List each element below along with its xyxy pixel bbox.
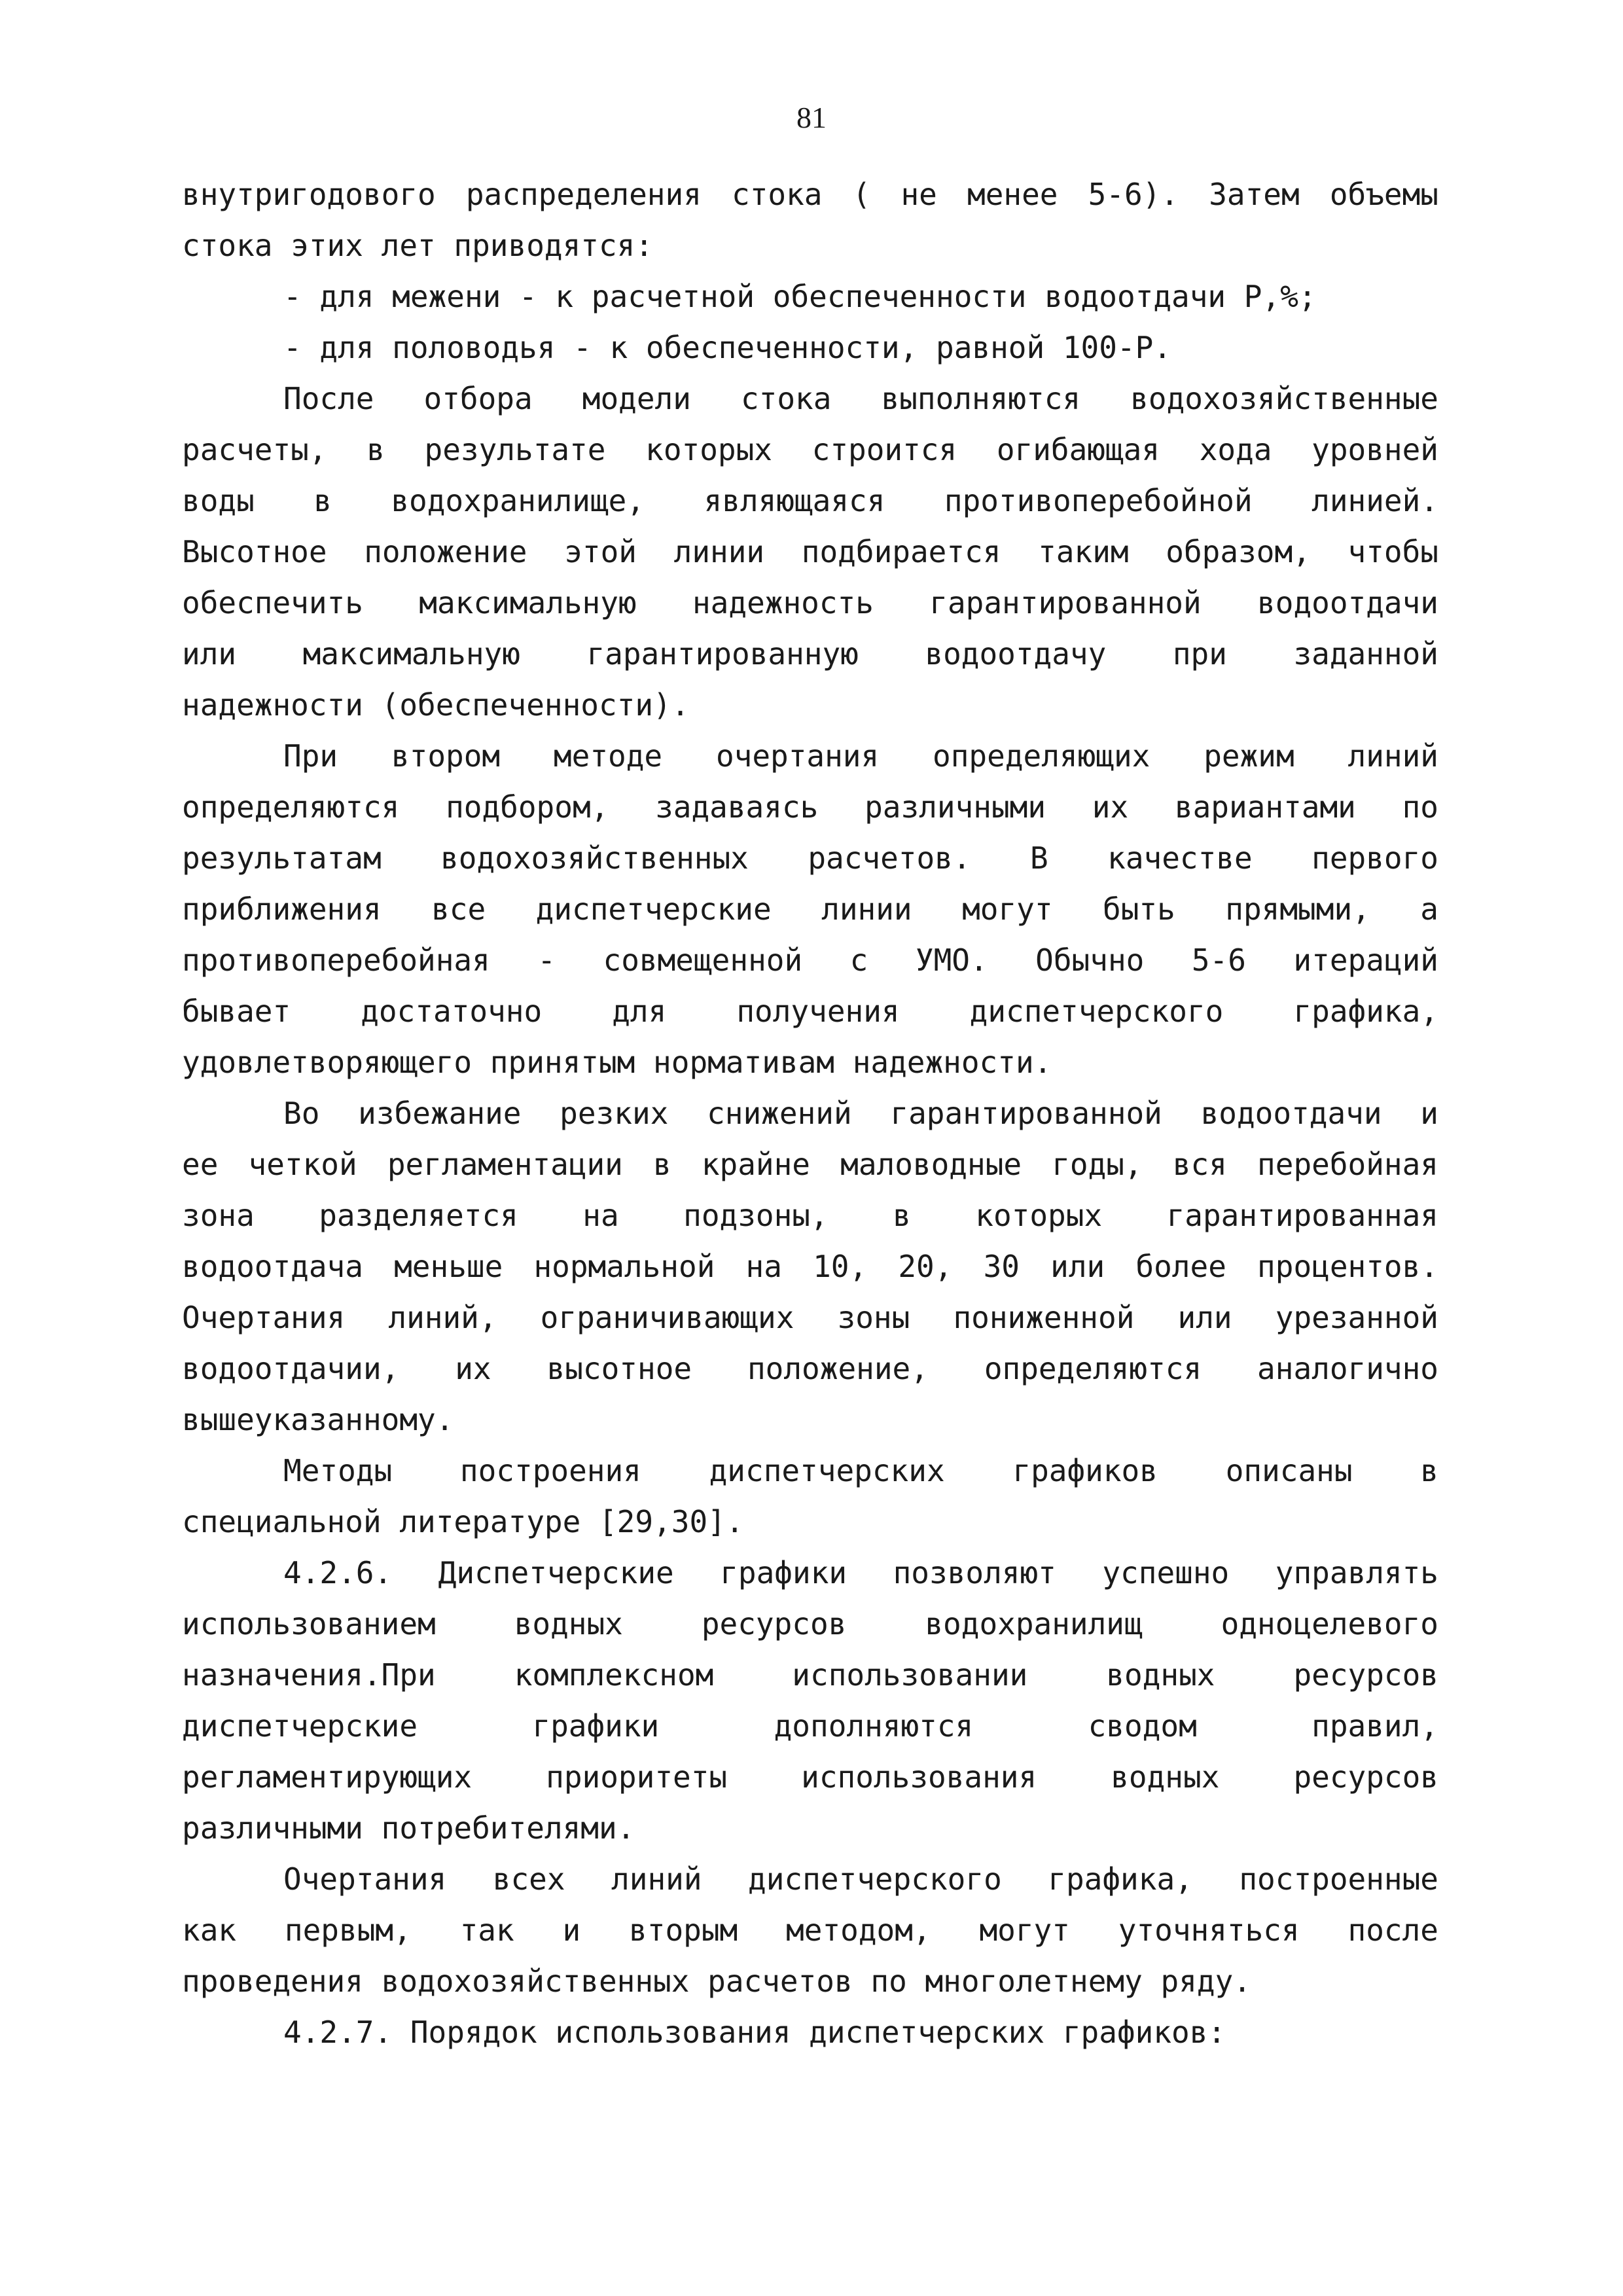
text-line: назначения.При комплексном использовании водных ресурсов <box>182 1657 1438 1693</box>
text-line: обеспечить максимальную надежность гарантированной водоотдачи <box>182 585 1438 620</box>
text-line: ее четкой регламентации в крайне маловодные годы, вся перебойная <box>182 1147 1438 1182</box>
text-line: После отбора модели стока выполняются водохозяйственные <box>283 381 1438 416</box>
text-line: Высотное положение этой линии подбирается таким образом, чтобы <box>182 534 1438 569</box>
text-line: удовлетворяющего принятым нормативам надежности. <box>182 1045 1052 1080</box>
text-line: Во избежание резких снижений гарантированной водоотдачи и <box>283 1096 1438 1131</box>
text-line: надежности (обеспеченности). <box>182 687 690 723</box>
text-line: противоперебойная - совмещенной с УМО. Обычно 5-6 итераций <box>182 942 1438 978</box>
body-text <box>182 169 1438 2058</box>
text-line: расчеты, в результате которых строится огибающая хода уровней <box>182 432 1438 467</box>
text-line: диспетчерские графики дополняются сводом правил, <box>182 1708 1438 1744</box>
text-line: приближения все диспетчерские линии могут быть прямыми, а <box>182 891 1438 927</box>
text-line: водоотдачии, их высотное положение, определяются аналогично <box>182 1351 1438 1386</box>
text-line: специальной литературе [29,30]. <box>182 1504 744 1539</box>
text-line: или максимальную гарантированную водоотдачу при заданной <box>182 636 1438 672</box>
list-item: - для межени - к расчетной обеспеченности водоотдачи Р,%; <box>283 279 1317 314</box>
text-line: водоотдача меньше нормальной на 10, 20, 30 или более процентов. <box>182 1249 1438 1284</box>
text-line: определяются подбором, задаваясь различными их вариантами по <box>182 789 1438 825</box>
text-line: 4.2.7. Порядок использования диспетчерских графиков: <box>283 2015 1226 2050</box>
text-line: При втором методе очертания определяющих режим линий <box>283 738 1438 774</box>
text-line: воды в водохранилище, являющаяся противоперебойной линией. <box>182 483 1438 518</box>
page-number: 81 <box>796 101 827 134</box>
text-line: вышеуказанному. <box>182 1402 454 1437</box>
text-line: зона разделяется на подзоны, в которых гарантированная <box>182 1198 1438 1233</box>
text-line: различными потребителями. <box>182 1810 635 1846</box>
text-line: как первым, так и вторым методом, могут уточняться после <box>182 1912 1438 1948</box>
text-line: Методы построения диспетчерских графиков описаны в <box>283 1453 1438 1488</box>
text-line: результатам водохозяйственных расчетов. В качестве первого <box>182 840 1438 876</box>
text-line: бывает достаточно для получения диспетчерского графика, <box>182 994 1438 1029</box>
text-line: использованием водных ресурсов водохранилищ одноцелевого <box>182 1606 1438 1641</box>
text-line: внутригодового распределения стока ( не менее 5-6). Затем объемы <box>182 177 1438 212</box>
text-line: 4.2.6. Диспетчерские графики позволяют успешно управлять <box>283 1555 1438 1590</box>
text-line: стока этих лет приводятся: <box>182 228 654 263</box>
text-line: Очертания всех линий диспетчерского графика, построенные <box>283 1861 1438 1897</box>
text-line: регламентирующих приоритеты использования водных ресурсов <box>182 1759 1438 1795</box>
text-line: проведения водохозяйственных расчетов по многолетнему ряду. <box>182 1964 1251 1999</box>
text-line: Очертания линий, ограничивающих зоны пониженной или урезанной <box>182 1300 1438 1335</box>
list-item: - для половодья - к обеспеченности, равной 100-Р. <box>283 330 1172 365</box>
